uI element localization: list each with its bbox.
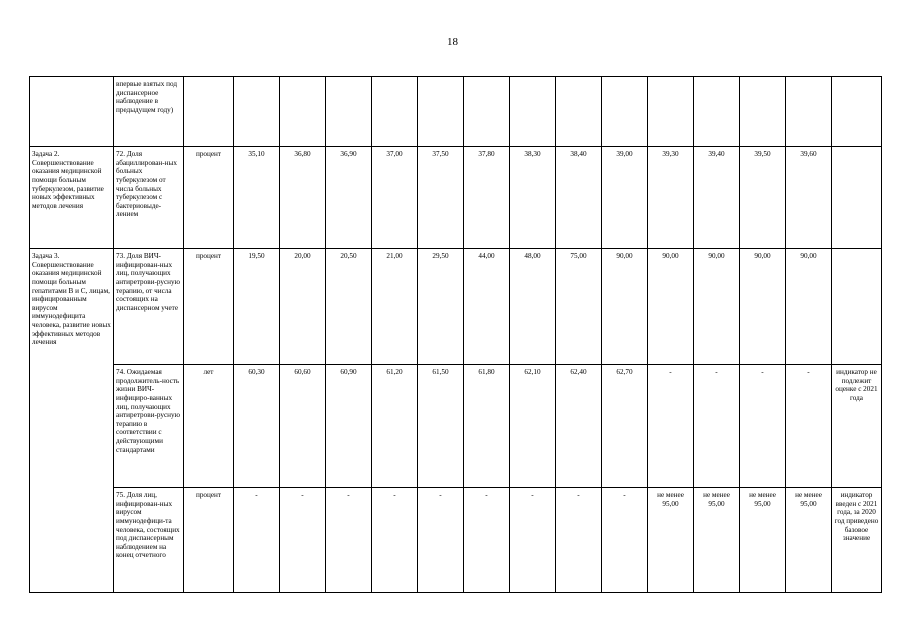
value-cell [418,77,464,147]
value-cell: - [602,488,648,593]
value-cell [280,77,326,147]
value-cell: 37,00 [372,147,418,249]
value-cell: 90,00 [740,249,786,365]
value-cell: 90,00 [786,249,832,365]
unit-cell: процент [184,249,234,365]
value-cell: 38,40 [556,147,602,249]
value-cell [510,77,556,147]
table-row [30,147,882,249]
value-cell: 61,50 [418,365,464,488]
value-cell [694,77,740,147]
page-number: 18 [447,36,458,48]
value-cell: 60,90 [326,365,372,488]
unit-cell: процент [184,147,234,249]
value-cell: - [556,488,602,593]
value-cell: 60,60 [280,365,326,488]
value-cell: - [786,365,832,488]
value-cell: - [510,488,556,593]
value-cell: 19,50 [234,249,280,365]
task-cell: Задача 3. Совершенствование оказания медицинской помощи больным гепатитами В и С, лицам, инфицированным вирусом иммунодефицита человека, развитие новых эффективных методов лечения [30,249,114,593]
value-cell: 37,80 [464,147,510,249]
value-cell: - [694,365,740,488]
unit-cell [184,77,234,147]
value-cell: 90,00 [602,249,648,365]
value-cell [786,77,832,147]
value-cell: 48,00 [510,249,556,365]
value-cell [648,77,694,147]
value-cell: 75,00 [556,249,602,365]
value-cell: 36,80 [280,147,326,249]
value-cell [234,77,280,147]
note-cell: индикатор введен с 2021 года, за 2020 год приведено базовое значение [832,488,882,593]
value-cell: 37,50 [418,147,464,249]
value-cell: 90,00 [648,249,694,365]
value-cell: не менее 95,00 [786,488,832,593]
value-cell: 39,50 [740,147,786,249]
value-cell: 39,00 [602,147,648,249]
unit-cell: лет [184,365,234,488]
value-cell: - [464,488,510,593]
value-cell: - [648,365,694,488]
value-cell: 29,50 [418,249,464,365]
value-cell: 20,00 [280,249,326,365]
value-cell: 62,70 [602,365,648,488]
value-cell: 61,20 [372,365,418,488]
value-cell [372,77,418,147]
value-cell: 39,30 [648,147,694,249]
value-cell: не менее 95,00 [694,488,740,593]
note-cell [832,249,882,365]
note-cell [832,77,882,147]
value-cell: 90,00 [694,249,740,365]
table-row [30,488,882,593]
value-cell: 62,10 [510,365,556,488]
table-row [30,249,882,365]
indicator-cell: 72. Доля абациллирован-ных больных туберкулезом от числа больных туберкулезом с бактериовыде-лением [114,147,184,249]
value-cell: - [372,488,418,593]
value-cell: не менее 95,00 [740,488,786,593]
value-cell: - [234,488,280,593]
value-cell [326,77,372,147]
value-cell [556,77,602,147]
value-cell: 62,40 [556,365,602,488]
note-cell: индикатор не подлежит оценке с 2021 года [832,365,882,488]
value-cell: 61,80 [464,365,510,488]
indicator-cell: 75. Доля лиц, инфицирован-ных вирусом иммунодефици-та человека, состоящих под диспансерным наблюдением на конец отчетного [114,488,184,593]
value-cell: 36,90 [326,147,372,249]
value-cell [602,77,648,147]
value-cell: - [740,365,786,488]
task-cell [30,77,114,147]
indicators-table [29,76,882,593]
value-cell: 21,00 [372,249,418,365]
value-cell [464,77,510,147]
value-cell: 35,10 [234,147,280,249]
value-cell: - [280,488,326,593]
unit-cell: процент [184,488,234,593]
value-cell: 39,40 [694,147,740,249]
note-cell [832,147,882,249]
indicator-cell: 74. Ожидаемая продолжитель-ность жизни ВИЧ-инфициро-ванных лиц, получающих антиретрови-русную терапию в соответствии с действующими стандартами [114,365,184,488]
value-cell [740,77,786,147]
task-cell: Задача 2. Совершенствование оказания медицинской помощи больным туберкулезом, развитие новых эффективных методов лечения [30,147,114,249]
table-row [30,77,882,147]
value-cell: 44,00 [464,249,510,365]
indicator-cell: 73. Доля ВИЧ-инфицирован-ных лиц, получающих антиретрови-русную терапию, от числа состоящих на диспансерном учете [114,249,184,365]
value-cell: 60,30 [234,365,280,488]
value-cell: не менее 95,00 [648,488,694,593]
value-cell: - [326,488,372,593]
value-cell: 38,30 [510,147,556,249]
value-cell: 20,50 [326,249,372,365]
value-cell: 39,60 [786,147,832,249]
value-cell: - [418,488,464,593]
indicator-cell: впервые взятых под диспансерное наблюдение в предыдущем году) [114,77,184,147]
table-row [30,365,882,488]
